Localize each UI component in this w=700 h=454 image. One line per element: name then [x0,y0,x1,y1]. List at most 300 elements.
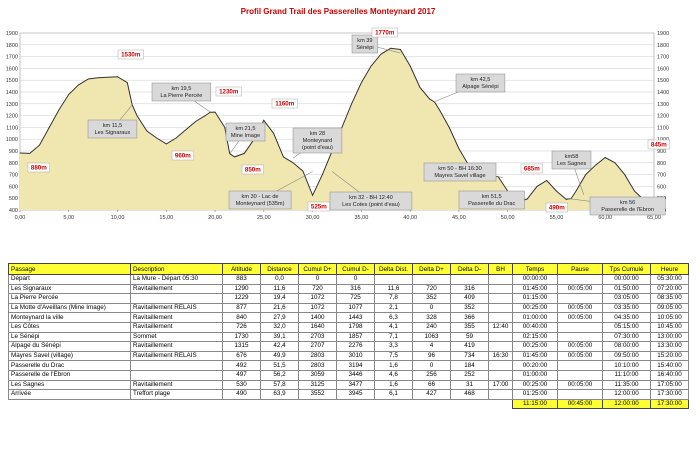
table-cell: 00:25:00 [513,303,558,313]
x-tick-label: 0,00 [14,215,26,221]
table-cell: 530 [223,380,261,390]
table-cell [558,294,603,304]
table-cell: 1,6 [375,380,413,390]
callout-box [424,163,503,181]
totals-row [9,399,689,409]
table-cell [489,370,513,380]
y-tick-label-right: 1800 [657,42,670,49]
table-cell: 00:05:00 [558,380,603,390]
table-cell [489,294,513,304]
table-row [9,313,689,323]
table-cell: 0 [413,303,451,313]
table-cell [558,322,603,332]
table-cell: 1,6 [375,361,413,371]
table-header-row [9,264,689,275]
elevation-point [576,191,577,192]
table-cell: 1290 [223,284,261,294]
y-tick-label: 900 [8,149,18,155]
table-cell [558,332,603,342]
table-cell: 877 [223,303,261,313]
table-cell: 419 [451,342,489,352]
totals-spacer [413,399,451,409]
table-cell: 7,1 [375,332,413,342]
elevation-point [303,171,304,172]
y-tick-label: 1400 [5,90,18,96]
totals-cell: 00:45:00 [558,399,603,409]
elevation-point [88,79,89,80]
elevation-point [546,180,547,181]
table-cell: Les Sagnes [9,380,131,390]
table-cell: 252 [451,370,489,380]
table-cell: Arrivée [9,390,131,400]
table-cell [131,294,223,304]
table-cell: 05:15:00 [603,322,651,332]
elevation-point [605,157,606,158]
elevation-point [176,138,177,139]
table-cell [489,361,513,371]
table-cell: 42,4 [261,342,299,352]
table-cell: 726 [223,322,261,332]
callout-text: Passerelle du Drac [468,201,516,207]
table-cell: 184 [451,361,489,371]
table-row [9,275,689,285]
callout-text: km 56 [620,200,636,206]
table-cell: 11:10:00 [603,370,651,380]
elevation-point [624,174,625,175]
y-tick-label: 400 [8,208,18,214]
table-cell: 00:00:00 [513,275,558,285]
x-tick-label: 55,00 [549,215,564,221]
elevation-point [20,153,21,154]
table-cell: Le Sénépi [9,332,131,342]
table-row [9,303,689,313]
y-tick-label-right: 1900 [657,31,670,37]
table-cell [489,275,513,285]
callout-text: km 11,5 [102,123,123,129]
table-cell: 00:05:00 [558,303,603,313]
y-tick-label: 1000 [5,137,18,144]
table-cell: 16:40:00 [651,370,689,380]
table-cell: 12:40 [489,322,513,332]
table-row [9,294,689,304]
table-cell [375,275,413,285]
elevation-point [224,127,225,128]
table-cell: 3477 [337,380,375,390]
elevation-point [449,127,450,128]
table-cell: 3552 [299,390,337,400]
table-cell: 00:05:00 [558,351,603,361]
elevation-point [117,76,118,77]
table-row [9,361,689,371]
table-cell: 1443 [337,313,375,323]
table-cell: 39,1 [261,332,299,342]
table-cell: 3945 [337,390,375,400]
table-cell: 1063 [413,332,451,342]
totals-spacer [489,399,513,409]
table-cell: 07:30:00 [603,332,651,342]
elevation-point [371,66,372,67]
callout-text: Mayres Savel village [434,173,486,179]
table-cell [413,275,451,285]
elevation-point [527,199,528,200]
y-tick-label: 500 [8,196,18,203]
y-tick-label-right: 700 [657,172,667,179]
table-cell: 3125 [299,380,337,390]
table-cell: 316 [451,284,489,294]
elevation-point [429,99,430,100]
table-cell: 01:45:00 [513,284,558,294]
elevation-point [137,115,138,116]
y-tick-label: 800 [8,160,18,167]
table-cell: Ravitaillement [131,342,223,352]
table-cell: 1229 [223,294,261,304]
table-cell: Ravitaillement [131,313,223,323]
table-cell: 492 [223,361,261,371]
table-cell: 676 [223,351,261,361]
table-cell: 59 [451,332,489,342]
callout-text: km 21,5 [235,126,256,132]
totals-spacer [261,399,299,409]
callout-text: Mine Image [230,133,261,139]
y-tick-label-right: 1500 [657,78,670,85]
table-cell: 1072 [299,294,337,304]
elevation-point [39,145,40,146]
table-cell: 3010 [337,351,375,361]
table-cell: 13:30:00 [651,342,689,352]
table-cell: 3194 [337,361,375,371]
table-cell: 6,1 [375,390,413,400]
column-header: Pause [558,264,603,275]
column-header: Cumul D- [337,264,375,275]
table-cell: 08:35:00 [651,294,689,304]
table-cell: 57,8 [261,380,299,390]
table-cell [451,275,489,285]
callout-text: (point d'eau) [301,145,333,151]
table-cell: 2707 [299,342,337,352]
table-cell: 840 [223,313,261,323]
elevation-point [381,54,382,55]
totals-spacer [9,399,131,409]
column-header: Distance [261,264,299,275]
table-cell: 00:05:00 [558,284,603,294]
table-cell: 17:00 [489,380,513,390]
x-tick-label: 25,00 [256,215,271,221]
table-cell: 63,9 [261,390,299,400]
table-cell: Ravitaillement RELAIS [131,351,223,361]
table-cell: 1077 [337,303,375,313]
table-cell: 03:05:00 [603,294,651,304]
table-cell [558,361,603,371]
elevation-label: 490m [548,204,565,212]
chart-title: Profil Grand Trail des Passerelles Monteynard 2017 [240,7,436,16]
table-cell: 32,0 [261,322,299,332]
table-cell: 1640 [299,322,337,332]
x-tick-label: 30,00 [305,215,320,221]
callout-text: Les Cotes (point d'eau) [342,202,400,208]
x-tick-label: 15,00 [159,215,174,221]
table-cell: Ravitaillement RELAIS [131,303,223,313]
checkpoint-table [8,263,689,409]
elevation-point [566,199,567,200]
elevation-label: 1530m [121,51,141,59]
table-cell: 05:30:00 [651,275,689,285]
table-cell [489,390,513,400]
elevation-point [400,49,401,50]
table-cell: 16:30 [489,351,513,361]
table-cell: 2803 [299,351,337,361]
elevation-label: 960m [174,152,191,160]
y-tick-label: 600 [8,184,18,191]
x-tick-label: 10,00 [110,215,125,221]
x-tick-label: 50,00 [500,215,515,221]
elevation-point [283,157,284,158]
table-cell: 00:25:00 [513,380,558,390]
y-tick-label: 1200 [5,113,18,120]
table-cell: 10:45:00 [651,322,689,332]
totals-cell: 12:00:00 [603,399,651,409]
column-header: Description [131,264,223,275]
table-cell: 01:25:00 [513,390,558,400]
elevation-point [59,109,60,110]
table-cell: 352 [451,303,489,313]
table-cell: 490 [223,390,261,400]
y-tick-label-right: 1700 [657,54,670,61]
table-cell: 17:30:00 [651,390,689,400]
table-cell: 4 [413,342,451,352]
table-cell: 96 [413,351,451,361]
table-cell: 11,6 [261,284,299,294]
callout-text: Alpage Sénépi [462,84,499,90]
x-tick-label: 40,00 [403,215,418,221]
table-cell: 15:20:00 [651,351,689,361]
table-cell: 2703 [299,332,337,342]
table-cell: 3059 [299,370,337,380]
table-cell: 883 [223,275,261,285]
elevation-label: 880m [30,164,47,172]
table-cell [489,332,513,342]
table-cell: 427 [413,390,451,400]
column-header: Heure [651,264,689,275]
elevation-point [595,165,596,166]
callout-text: Les Sagnes [556,161,587,167]
elevation-point [351,103,352,104]
table-row [9,370,689,380]
table-cell: 27,9 [261,313,299,323]
elevation-point [293,162,294,163]
callout-text: Monteynard [302,138,333,144]
table-cell [131,370,223,380]
elevation-point [78,85,79,86]
table-cell: 328 [413,313,451,323]
table-cell: 0 [413,361,451,371]
column-header: Delta D+ [413,264,451,275]
y-tick-label: 1700 [5,54,18,61]
elevation-point [68,94,69,95]
x-tick-label: 60,00 [598,215,613,221]
callout-text: La Pierre Percée [160,93,203,99]
callout-text: km 39 [357,38,373,44]
table-cell: 12:00:00 [603,390,651,400]
y-tick-label-right: 1200 [657,113,670,120]
y-tick-label-right: 1300 [657,101,670,108]
callout-text: km 30 - Lac de [241,194,279,200]
elevation-label: 845m [650,141,667,149]
y-tick-label-right: 600 [657,184,667,191]
table-cell: 13:00:00 [651,332,689,342]
elevation-point [615,162,616,163]
table-cell [131,361,223,371]
column-header: Temps [513,264,558,275]
elevation-point [390,48,391,49]
x-tick-label: 35,00 [354,215,369,221]
table-cell: 10:05:00 [651,313,689,323]
table-body [9,275,689,409]
totals-spacer [299,399,337,409]
table-row [9,380,689,390]
table-cell: 07:20:00 [651,284,689,294]
table-cell: 352 [413,294,451,304]
table-cell: 725 [337,294,375,304]
callout-text: km 50 - BH 16:30 [438,166,482,172]
table-cell [558,275,603,285]
table-cell: 00:00:00 [603,275,651,285]
table-cell: 04:35:00 [603,313,651,323]
elevation-point [634,191,635,192]
totals-spacer [451,399,489,409]
table-cell: 01:00:00 [513,370,558,380]
elevation-point [244,153,245,154]
table-cell: 6,3 [375,313,413,323]
elevation-label: 525m [310,203,327,211]
table-row [9,390,689,400]
table-cell: 1857 [337,332,375,342]
x-tick-label: 20,00 [208,215,222,221]
table-cell: 17:05:00 [651,380,689,390]
y-tick-label: 1300 [5,101,18,108]
elevation-point [410,66,411,67]
y-tick-label: 1100 [6,125,18,132]
elevation-point [459,148,460,149]
y-tick-label: 1500 [5,78,18,85]
y-tick-label: 1600 [5,66,18,73]
table-cell: 01:50:00 [603,284,651,294]
column-header: Passage [9,264,131,275]
elevation-point [215,112,216,113]
table-cell: 56,2 [261,370,299,380]
elevation-point [439,109,440,110]
table-cell: Départ [9,275,131,285]
table-cell: 00:05:00 [558,342,603,352]
elevation-point [49,127,50,128]
elevation-label: 1770m [375,29,395,37]
elevation-point [263,120,264,121]
table-cell: 66 [413,380,451,390]
callout-text: Monteynard (535m) [235,201,285,207]
table-cell: 2803 [299,361,337,371]
column-header: Delta Dist. [375,264,413,275]
table-cell [489,303,513,313]
table-cell: 49,9 [261,351,299,361]
table-cell: 15:40:00 [651,361,689,371]
column-header: Cumul D+ [299,264,337,275]
column-header: BH [489,264,513,275]
table-cell: 0,0 [261,275,299,285]
table-cell: 3446 [337,370,375,380]
table-cell: 4,6 [375,370,413,380]
elevation-point [420,87,421,88]
table-cell: 19,4 [261,294,299,304]
table-cell: 720 [299,284,337,294]
table-row [9,322,689,332]
table-cell [489,313,513,323]
table-cell: Passerelle du Drac [9,361,131,371]
table-cell: 4,1 [375,322,413,332]
table-cell: 01:45:00 [513,351,558,361]
callout-text: km 42,5 [470,77,491,83]
table-cell: 00:05:00 [558,313,603,323]
y-tick-label-right: 1400 [657,90,670,96]
elevation-point [273,133,274,134]
totals-spacer [375,399,413,409]
table-row [9,342,689,352]
table-cell: 1400 [299,313,337,323]
table-cell: 00:40:00 [513,322,558,332]
table-cell: 08:00:00 [603,342,651,352]
table-cell: Alpage du Sénépi [9,342,131,352]
table-cell [489,342,513,352]
table-cell: 1730 [223,332,261,342]
callout-text: Les Signaraux [94,130,131,136]
table-cell: 468 [451,390,489,400]
totals-cell: 17:30:00 [651,399,689,409]
totals-spacer [337,399,375,409]
totals-spacer [223,399,261,409]
elevation-point [322,174,323,175]
table-cell: Les Signaraux [9,284,131,294]
table-cell: 09:50:00 [603,351,651,361]
table-cell: Mayres Savel (village) [9,351,131,361]
table-cell: 0 [299,275,337,285]
elevation-label: 685m [523,165,540,173]
table-cell: 51,5 [261,361,299,371]
callout-text: Sénépi [356,45,374,51]
elevation-label: 1160m [275,100,295,108]
table-row [9,351,689,361]
column-header: Altitude [223,264,261,275]
elevation-point [342,127,343,128]
y-tick-label-right: 1100 [657,125,669,132]
totals-spacer [131,399,223,409]
elevation-point [166,144,167,145]
elevation-point [98,77,99,78]
elevation-point [156,138,157,139]
table-cell [489,284,513,294]
table-row [9,284,689,294]
table-cell: Ravitaillement [131,322,223,332]
table-cell: 01:00:00 [513,313,558,323]
elevation-point [234,157,235,158]
table-cell: Monteynard la ville [9,313,131,323]
table-cell: 31 [451,380,489,390]
table-cell: 03:35:00 [603,303,651,313]
callout-box [459,191,524,209]
y-tick-label-right: 800 [657,160,667,167]
table-cell: 2276 [337,342,375,352]
table-cell: 3,3 [375,342,413,352]
elevation-point [205,115,206,116]
table-cell: 01:15:00 [513,294,558,304]
table-cell: 240 [413,322,451,332]
